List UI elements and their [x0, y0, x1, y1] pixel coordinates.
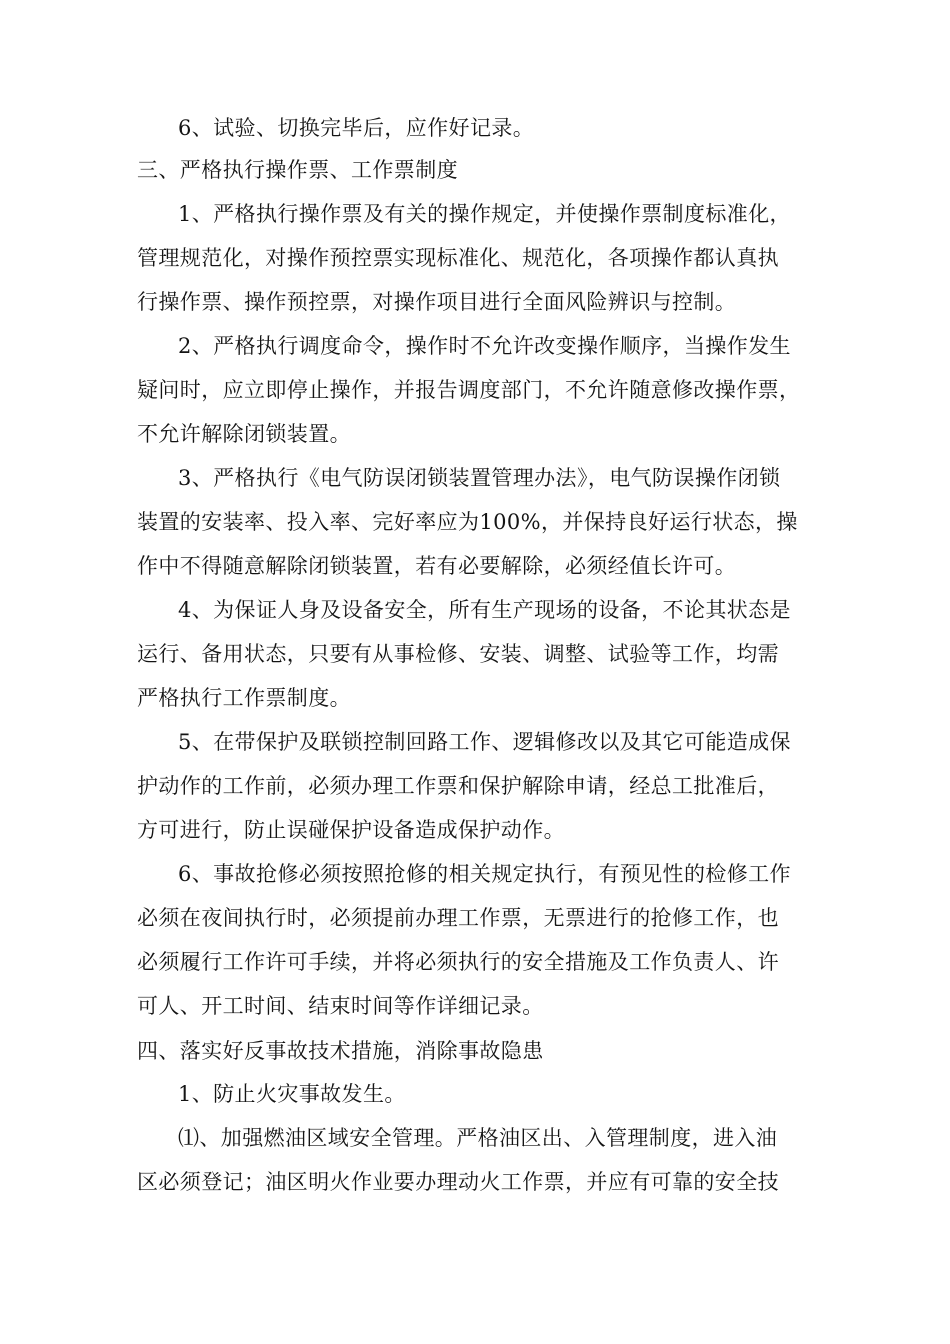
text-line: 管理规范化，对操作预控票实现标准化、规范化，各项操作都认真执	[137, 246, 779, 270]
text-line: 1、防止火灾事故发生。	[178, 1082, 406, 1106]
text-line: 1、严格执行操作票及有关的操作规定，并使操作票制度标准化，	[178, 202, 791, 226]
text-line: ⑴、加强燃油区域安全管理。严格油区出、入管理制度，进入油	[178, 1126, 778, 1150]
text-line: 行操作票、操作预控票，对操作项目进行全面风险辨识与控制。	[137, 290, 737, 314]
text-line: 6、事故抢修必须按照抢修的相关规定执行，有预见性的检修工作	[178, 862, 791, 886]
text-line: 不允许解除闭锁装置。	[137, 422, 351, 446]
text-line: 6、试验、切换完毕后，应作好记录。	[178, 116, 535, 140]
text-line: 必须履行工作许可手续，并将必须执行的安全措施及工作负责人、许	[137, 950, 779, 974]
text-line: 作中不得随意解除闭锁装置，若有必要解除，必须经值长许可。	[137, 554, 737, 578]
text-line: 严格执行工作票制度。	[137, 686, 351, 710]
text-line: 5、在带保护及联锁控制回路工作、逻辑修改以及其它可能造成保	[178, 730, 791, 754]
section-heading: 四、落实好反事故技术措施，消除事故隐患	[137, 1039, 544, 1063]
text-line: 4、为保证人身及设备安全，所有生产现场的设备，不论其状态是	[178, 598, 791, 622]
text-line: 装置的安装率、投入率、完好率应为100%，并保持良好运行状态，操	[137, 510, 798, 534]
text-line: 疑问时，应立即停止操作，并报告调度部门，不允许随意修改操作票，	[137, 378, 801, 402]
text-line: 方可进行，防止误碰保护设备造成保护动作。	[137, 818, 565, 842]
text-line: 护动作的工作前，必须办理工作票和保护解除申请，经总工批准后，	[137, 774, 779, 798]
text-line: 可人、开工时间、结束时间等作详细记录。	[137, 994, 544, 1018]
text-line: 2、严格执行调度命令，操作时不允许改变操作顺序，当操作发生	[178, 334, 791, 358]
section-heading: 三、严格执行操作票、工作票制度	[137, 158, 458, 182]
text-line: 运行、备用状态，只要有从事检修、安装、调整、试验等工作，均需	[137, 642, 779, 666]
text-line: 3、严格执行《电气防误闭锁装置管理办法》，电气防误操作闭锁	[178, 466, 781, 490]
text-line: 必须在夜间执行时，必须提前办理工作票，无票进行的抢修工作，也	[137, 906, 779, 930]
text-line: 区必须登记；油区明火作业要办理动火工作票，并应有可靠的安全技	[137, 1170, 779, 1194]
